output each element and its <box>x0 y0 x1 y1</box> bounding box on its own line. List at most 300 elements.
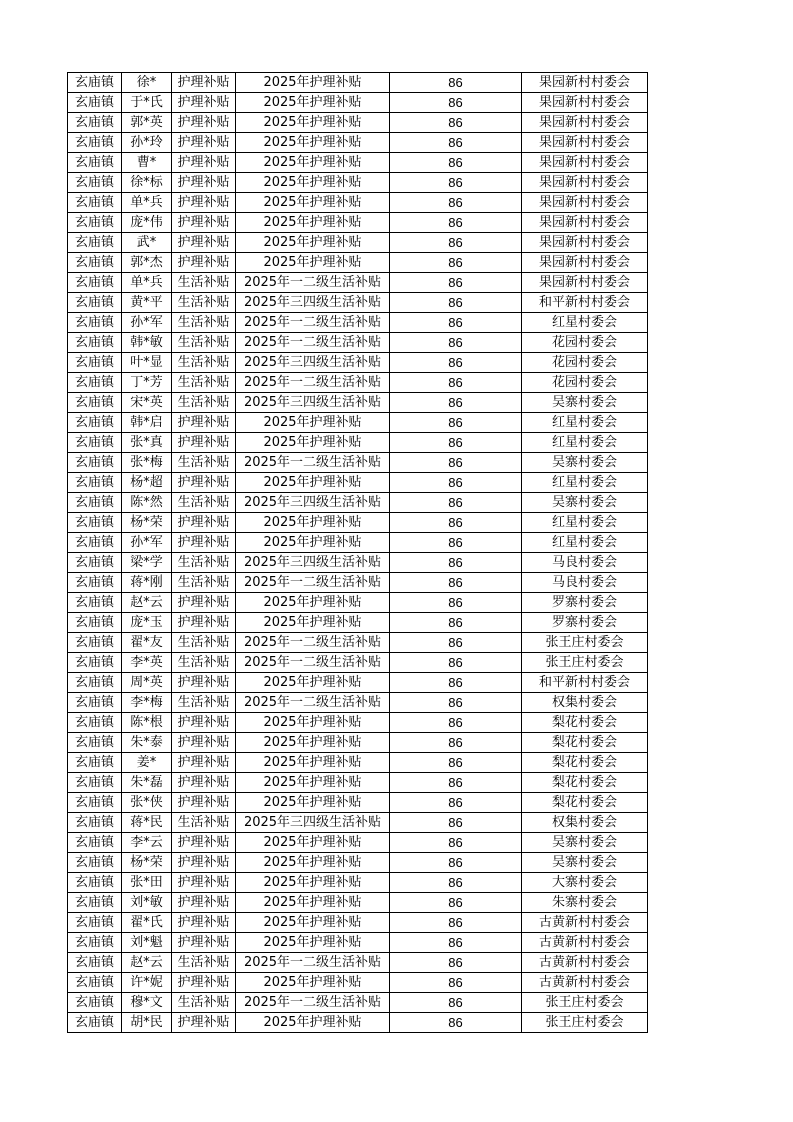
subsidy-item-cell: 2025年护理补贴 <box>236 133 390 153</box>
table-row <box>68 1013 648 1033</box>
name-cell: 胡*民 <box>122 1013 172 1033</box>
town-cell: 玄庙镇 <box>68 173 122 193</box>
amount-cell: 86 <box>390 613 522 633</box>
village-committee-cell: 吴寨村委会 <box>522 833 648 853</box>
subsidy-item-cell: 2025年护理补贴 <box>236 413 390 433</box>
subsidy-type-cell: 护理补贴 <box>172 933 236 953</box>
table-row <box>68 233 648 253</box>
name-cell: 李*英 <box>122 653 172 673</box>
village-committee-cell: 张王庄村委会 <box>522 993 648 1013</box>
subsidy-type-cell: 护理补贴 <box>172 833 236 853</box>
subsidy-item-cell: 2025年护理补贴 <box>236 833 390 853</box>
village-committee-cell: 古黄新村村委会 <box>522 953 648 973</box>
amount-cell: 86 <box>390 113 522 133</box>
name-cell: 刘*敏 <box>122 893 172 913</box>
table-row <box>68 693 648 713</box>
subsidy-type-cell: 护理补贴 <box>172 513 236 533</box>
amount-cell: 86 <box>390 993 522 1013</box>
amount-cell: 86 <box>390 313 522 333</box>
table-row <box>68 353 648 373</box>
subsidy-item-cell: 2025年一二级生活补贴 <box>236 373 390 393</box>
table-row <box>68 973 648 993</box>
town-cell: 玄庙镇 <box>68 553 122 573</box>
subsidy-item-cell: 2025年一二级生活补贴 <box>236 993 390 1013</box>
village-committee-cell: 果园新村村委会 <box>522 133 648 153</box>
name-cell: 叶*显 <box>122 353 172 373</box>
table-row <box>68 473 648 493</box>
table-row <box>68 733 648 753</box>
town-cell: 玄庙镇 <box>68 113 122 133</box>
amount-cell: 86 <box>390 793 522 813</box>
name-cell: 赵*云 <box>122 953 172 973</box>
village-committee-cell: 罗寨村委会 <box>522 613 648 633</box>
subsidy-item-cell: 2025年三四级生活补贴 <box>236 353 390 373</box>
table-row <box>68 373 648 393</box>
town-cell: 玄庙镇 <box>68 733 122 753</box>
name-cell: 郭*杰 <box>122 253 172 273</box>
subsidy-item-cell: 2025年三四级生活补贴 <box>236 813 390 833</box>
village-committee-cell: 果园新村村委会 <box>522 113 648 133</box>
village-committee-cell: 朱寨村委会 <box>522 893 648 913</box>
name-cell: 许*妮 <box>122 973 172 993</box>
name-cell: 杨*荣 <box>122 513 172 533</box>
town-cell: 玄庙镇 <box>68 353 122 373</box>
name-cell: 庞*伟 <box>122 213 172 233</box>
name-cell: 朱*磊 <box>122 773 172 793</box>
town-cell: 玄庙镇 <box>68 313 122 333</box>
amount-cell: 86 <box>390 673 522 693</box>
town-cell: 玄庙镇 <box>68 293 122 313</box>
name-cell: 陈*然 <box>122 493 172 513</box>
amount-cell: 86 <box>390 213 522 233</box>
subsidy-type-cell: 护理补贴 <box>172 853 236 873</box>
name-cell: 单*兵 <box>122 193 172 213</box>
village-committee-cell: 红星村委会 <box>522 433 648 453</box>
subsidy-type-cell: 护理补贴 <box>172 533 236 553</box>
village-committee-cell: 果园新村村委会 <box>522 73 648 93</box>
table-row <box>68 553 648 573</box>
amount-cell: 86 <box>390 633 522 653</box>
name-cell: 庞*玉 <box>122 613 172 633</box>
name-cell: 韩*敏 <box>122 333 172 353</box>
subsidy-type-cell: 生活补贴 <box>172 953 236 973</box>
subsidy-item-cell: 2025年护理补贴 <box>236 613 390 633</box>
table-row <box>68 133 648 153</box>
table-row <box>68 713 648 733</box>
town-cell: 玄庙镇 <box>68 893 122 913</box>
village-committee-cell: 和平新村村委会 <box>522 673 648 693</box>
name-cell: 丁*芳 <box>122 373 172 393</box>
name-cell: 武* <box>122 233 172 253</box>
subsidy-item-cell: 2025年三四级生活补贴 <box>236 393 390 413</box>
amount-cell: 86 <box>390 653 522 673</box>
amount-cell: 86 <box>390 873 522 893</box>
table-row <box>68 253 648 273</box>
subsidy-item-cell: 2025年一二级生活补贴 <box>236 333 390 353</box>
subsidy-item-cell: 2025年护理补贴 <box>236 213 390 233</box>
name-cell: 宋*英 <box>122 393 172 413</box>
town-cell: 玄庙镇 <box>68 333 122 353</box>
name-cell: 穆*文 <box>122 993 172 1013</box>
village-committee-cell: 古黄新村村委会 <box>522 913 648 933</box>
town-cell: 玄庙镇 <box>68 133 122 153</box>
town-cell: 玄庙镇 <box>68 393 122 413</box>
subsidy-type-cell: 护理补贴 <box>172 113 236 133</box>
name-cell: 张*侠 <box>122 793 172 813</box>
subsidy-item-cell: 2025年护理补贴 <box>236 173 390 193</box>
table-row <box>68 213 648 233</box>
village-committee-cell: 吴寨村委会 <box>522 393 648 413</box>
amount-cell: 86 <box>390 373 522 393</box>
amount-cell: 86 <box>390 513 522 533</box>
amount-cell: 86 <box>390 833 522 853</box>
village-committee-cell: 梨花村委会 <box>522 753 648 773</box>
table-row <box>68 533 648 553</box>
town-cell: 玄庙镇 <box>68 713 122 733</box>
village-committee-cell: 果园新村村委会 <box>522 233 648 253</box>
table-row <box>68 813 648 833</box>
subsidy-type-cell: 护理补贴 <box>172 233 236 253</box>
town-cell: 玄庙镇 <box>68 453 122 473</box>
subsidy-type-cell: 护理补贴 <box>172 433 236 453</box>
table-row <box>68 993 648 1013</box>
amount-cell: 86 <box>390 893 522 913</box>
village-committee-cell: 花园村委会 <box>522 353 648 373</box>
subsidy-type-cell: 护理补贴 <box>172 173 236 193</box>
town-cell: 玄庙镇 <box>68 653 122 673</box>
table-row <box>68 633 648 653</box>
table-row <box>68 113 648 133</box>
amount-cell: 86 <box>390 593 522 613</box>
subsidy-item-cell: 2025年三四级生活补贴 <box>236 553 390 573</box>
town-cell: 玄庙镇 <box>68 793 122 813</box>
subsidy-item-cell: 2025年护理补贴 <box>236 513 390 533</box>
town-cell: 玄庙镇 <box>68 433 122 453</box>
subsidy-type-cell: 生活补贴 <box>172 493 236 513</box>
name-cell: 张*真 <box>122 433 172 453</box>
name-cell: 徐*标 <box>122 173 172 193</box>
name-cell: 于*氏 <box>122 93 172 113</box>
name-cell: 曹* <box>122 153 172 173</box>
village-committee-cell: 罗寨村委会 <box>522 593 648 613</box>
name-cell: 孙*玲 <box>122 133 172 153</box>
subsidy-type-cell: 护理补贴 <box>172 1013 236 1033</box>
town-cell: 玄庙镇 <box>68 993 122 1013</box>
amount-cell: 86 <box>390 133 522 153</box>
village-committee-cell: 花园村委会 <box>522 373 648 393</box>
name-cell: 刘*魁 <box>122 933 172 953</box>
town-cell: 玄庙镇 <box>68 1013 122 1033</box>
subsidy-type-cell: 护理补贴 <box>172 913 236 933</box>
name-cell: 孙*军 <box>122 313 172 333</box>
subsidy-item-cell: 2025年护理补贴 <box>236 733 390 753</box>
amount-cell: 86 <box>390 813 522 833</box>
amount-cell: 86 <box>390 473 522 493</box>
town-cell: 玄庙镇 <box>68 973 122 993</box>
subsidy-item-cell: 2025年一二级生活补贴 <box>236 273 390 293</box>
name-cell: 杨*荣 <box>122 853 172 873</box>
town-cell: 玄庙镇 <box>68 693 122 713</box>
subsidy-item-cell: 2025年护理补贴 <box>236 673 390 693</box>
subsidy-type-cell: 生活补贴 <box>172 553 236 573</box>
subsidy-type-cell: 生活补贴 <box>172 573 236 593</box>
village-committee-cell: 吴寨村委会 <box>522 453 648 473</box>
table-row <box>68 513 648 533</box>
name-cell: 杨*超 <box>122 473 172 493</box>
town-cell: 玄庙镇 <box>68 473 122 493</box>
name-cell: 徐* <box>122 73 172 93</box>
town-cell: 玄庙镇 <box>68 213 122 233</box>
amount-cell: 86 <box>390 533 522 553</box>
subsidy-type-cell: 生活补贴 <box>172 453 236 473</box>
subsidy-type-cell: 生活补贴 <box>172 353 236 373</box>
subsidy-item-cell: 2025年护理补贴 <box>236 873 390 893</box>
subsidy-type-cell: 护理补贴 <box>172 213 236 233</box>
subsidy-item-cell: 2025年护理补贴 <box>236 893 390 913</box>
town-cell: 玄庙镇 <box>68 613 122 633</box>
subsidy-item-cell: 2025年一二级生活补贴 <box>236 453 390 473</box>
town-cell: 玄庙镇 <box>68 593 122 613</box>
amount-cell: 86 <box>390 573 522 593</box>
town-cell: 玄庙镇 <box>68 513 122 533</box>
subsidy-type-cell: 护理补贴 <box>172 793 236 813</box>
village-committee-cell: 花园村委会 <box>522 333 648 353</box>
town-cell: 玄庙镇 <box>68 753 122 773</box>
subsidy-item-cell: 2025年三四级生活补贴 <box>236 293 390 313</box>
town-cell: 玄庙镇 <box>68 953 122 973</box>
amount-cell: 86 <box>390 93 522 113</box>
village-committee-cell: 红星村委会 <box>522 313 648 333</box>
town-cell: 玄庙镇 <box>68 673 122 693</box>
amount-cell: 86 <box>390 233 522 253</box>
amount-cell: 86 <box>390 553 522 573</box>
table-row <box>68 933 648 953</box>
subsidy-type-cell: 生活补贴 <box>172 293 236 313</box>
amount-cell: 86 <box>390 953 522 973</box>
name-cell: 蒋*刚 <box>122 573 172 593</box>
village-committee-cell: 果园新村村委会 <box>522 273 648 293</box>
subsidy-item-cell: 2025年护理补贴 <box>236 593 390 613</box>
town-cell: 玄庙镇 <box>68 73 122 93</box>
village-committee-cell: 权集村委会 <box>522 693 648 713</box>
subsidy-item-cell: 2025年护理补贴 <box>236 713 390 733</box>
village-committee-cell: 果园新村村委会 <box>522 153 648 173</box>
village-committee-cell: 果园新村村委会 <box>522 213 648 233</box>
subsidy-item-cell: 2025年护理补贴 <box>236 93 390 113</box>
subsidy-item-cell: 2025年护理补贴 <box>236 233 390 253</box>
table-row <box>68 273 648 293</box>
subsidy-type-cell: 生活补贴 <box>172 813 236 833</box>
amount-cell: 86 <box>390 753 522 773</box>
table-row <box>68 853 648 873</box>
name-cell: 张*田 <box>122 873 172 893</box>
subsidy-item-cell: 2025年一二级生活补贴 <box>236 313 390 333</box>
name-cell: 郭*英 <box>122 113 172 133</box>
village-committee-cell: 梨花村委会 <box>522 733 648 753</box>
subsidy-item-cell: 2025年一二级生活补贴 <box>236 953 390 973</box>
table-row <box>68 953 648 973</box>
town-cell: 玄庙镇 <box>68 493 122 513</box>
subsidy-type-cell: 生活补贴 <box>172 693 236 713</box>
subsidy-type-cell: 生活补贴 <box>172 633 236 653</box>
subsidy-type-cell: 护理补贴 <box>172 593 236 613</box>
subsidy-type-cell: 护理补贴 <box>172 193 236 213</box>
village-committee-cell: 果园新村村委会 <box>522 93 648 113</box>
amount-cell: 86 <box>390 153 522 173</box>
subsidy-type-cell: 生活补贴 <box>172 393 236 413</box>
table-row <box>68 393 648 413</box>
town-cell: 玄庙镇 <box>68 93 122 113</box>
village-committee-cell: 张王庄村委会 <box>522 653 648 673</box>
village-committee-cell: 果园新村村委会 <box>522 193 648 213</box>
subsidy-item-cell: 2025年三四级生活补贴 <box>236 493 390 513</box>
village-committee-cell: 梨花村委会 <box>522 713 648 733</box>
name-cell: 周*英 <box>122 673 172 693</box>
subsidy-item-cell: 2025年护理补贴 <box>236 913 390 933</box>
table-row <box>68 773 648 793</box>
subsidy-type-cell: 生活补贴 <box>172 333 236 353</box>
subsidy-type-cell: 生活补贴 <box>172 273 236 293</box>
name-cell: 李*云 <box>122 833 172 853</box>
name-cell: 翟*友 <box>122 633 172 653</box>
subsidy-item-cell: 2025年一二级生活补贴 <box>236 693 390 713</box>
village-committee-cell: 张王庄村委会 <box>522 1013 648 1033</box>
subsidy-item-cell: 2025年护理补贴 <box>236 113 390 133</box>
village-committee-cell: 红星村委会 <box>522 533 648 553</box>
village-committee-cell: 古黄新村村委会 <box>522 973 648 993</box>
town-cell: 玄庙镇 <box>68 413 122 433</box>
town-cell: 玄庙镇 <box>68 373 122 393</box>
amount-cell: 86 <box>390 73 522 93</box>
subsidy-item-cell: 2025年护理补贴 <box>236 753 390 773</box>
town-cell: 玄庙镇 <box>68 873 122 893</box>
table-row <box>68 73 648 93</box>
subsidy-type-cell: 护理补贴 <box>172 153 236 173</box>
name-cell: 单*兵 <box>122 273 172 293</box>
table-row <box>68 493 648 513</box>
village-committee-cell: 梨花村委会 <box>522 793 648 813</box>
village-committee-cell: 马良村委会 <box>522 553 648 573</box>
amount-cell: 86 <box>390 413 522 433</box>
table-row <box>68 313 648 333</box>
subsidy-type-cell: 生活补贴 <box>172 313 236 333</box>
town-cell: 玄庙镇 <box>68 153 122 173</box>
subsidy-item-cell: 2025年护理补贴 <box>236 933 390 953</box>
subsidy-item-cell: 2025年护理补贴 <box>236 853 390 873</box>
amount-cell: 86 <box>390 433 522 453</box>
amount-cell: 86 <box>390 273 522 293</box>
village-committee-cell: 吴寨村委会 <box>522 493 648 513</box>
amount-cell: 86 <box>390 253 522 273</box>
amount-cell: 86 <box>390 733 522 753</box>
subsidy-type-cell: 生活补贴 <box>172 653 236 673</box>
town-cell: 玄庙镇 <box>68 633 122 653</box>
town-cell: 玄庙镇 <box>68 813 122 833</box>
subsidy-item-cell: 2025年护理补贴 <box>236 473 390 493</box>
town-cell: 玄庙镇 <box>68 573 122 593</box>
table-row <box>68 413 648 433</box>
amount-cell: 86 <box>390 1013 522 1033</box>
amount-cell: 86 <box>390 493 522 513</box>
village-committee-cell: 大寨村委会 <box>522 873 648 893</box>
subsidy-type-cell: 护理补贴 <box>172 413 236 433</box>
subsidy-item-cell: 2025年护理补贴 <box>236 73 390 93</box>
amount-cell: 86 <box>390 453 522 473</box>
table-row <box>68 593 648 613</box>
table-row <box>68 153 648 173</box>
subsidy-item-cell: 2025年护理补贴 <box>236 193 390 213</box>
table-row <box>68 873 648 893</box>
town-cell: 玄庙镇 <box>68 833 122 853</box>
subsidy-type-cell: 生活补贴 <box>172 373 236 393</box>
subsidy-type-cell: 护理补贴 <box>172 773 236 793</box>
amount-cell: 86 <box>390 713 522 733</box>
subsidy-type-cell: 生活补贴 <box>172 993 236 1013</box>
amount-cell: 86 <box>390 913 522 933</box>
table-row <box>68 93 648 113</box>
subsidy-type-cell: 护理补贴 <box>172 713 236 733</box>
town-cell: 玄庙镇 <box>68 533 122 553</box>
subsidy-table-body <box>68 73 648 1033</box>
subsidy-table <box>67 72 648 1033</box>
village-committee-cell: 果园新村村委会 <box>522 173 648 193</box>
subsidy-type-cell: 护理补贴 <box>172 893 236 913</box>
subsidy-item-cell: 2025年护理补贴 <box>236 433 390 453</box>
village-committee-cell: 红星村委会 <box>522 473 648 493</box>
name-cell: 蒋*民 <box>122 813 172 833</box>
table-row <box>68 173 648 193</box>
subsidy-type-cell: 护理补贴 <box>172 733 236 753</box>
table-row <box>68 893 648 913</box>
amount-cell: 86 <box>390 173 522 193</box>
subsidy-item-cell: 2025年护理补贴 <box>236 253 390 273</box>
subsidy-type-cell: 护理补贴 <box>172 613 236 633</box>
subsidy-type-cell: 护理补贴 <box>172 673 236 693</box>
village-committee-cell: 红星村委会 <box>522 413 648 433</box>
subsidy-item-cell: 2025年护理补贴 <box>236 153 390 173</box>
subsidy-type-cell: 护理补贴 <box>172 873 236 893</box>
table-row <box>68 293 648 313</box>
village-committee-cell: 和平新村村委会 <box>522 293 648 313</box>
amount-cell: 86 <box>390 353 522 373</box>
town-cell: 玄庙镇 <box>68 273 122 293</box>
town-cell: 玄庙镇 <box>68 913 122 933</box>
name-cell: 韩*启 <box>122 413 172 433</box>
name-cell: 孙*军 <box>122 533 172 553</box>
name-cell: 陈*根 <box>122 713 172 733</box>
village-committee-cell: 马良村委会 <box>522 573 648 593</box>
table-row <box>68 453 648 473</box>
town-cell: 玄庙镇 <box>68 853 122 873</box>
amount-cell: 86 <box>390 933 522 953</box>
name-cell: 张*梅 <box>122 453 172 473</box>
name-cell: 姜* <box>122 753 172 773</box>
subsidy-type-cell: 护理补贴 <box>172 473 236 493</box>
name-cell: 李*梅 <box>122 693 172 713</box>
table-row <box>68 753 648 773</box>
town-cell: 玄庙镇 <box>68 773 122 793</box>
village-committee-cell: 梨花村委会 <box>522 773 648 793</box>
subsidy-item-cell: 2025年护理补贴 <box>236 793 390 813</box>
town-cell: 玄庙镇 <box>68 253 122 273</box>
town-cell: 玄庙镇 <box>68 233 122 253</box>
subsidy-type-cell: 护理补贴 <box>172 133 236 153</box>
village-committee-cell: 古黄新村村委会 <box>522 933 648 953</box>
table-row <box>68 833 648 853</box>
subsidy-item-cell: 2025年一二级生活补贴 <box>236 633 390 653</box>
subsidy-type-cell: 护理补贴 <box>172 93 236 113</box>
name-cell: 朱*泰 <box>122 733 172 753</box>
